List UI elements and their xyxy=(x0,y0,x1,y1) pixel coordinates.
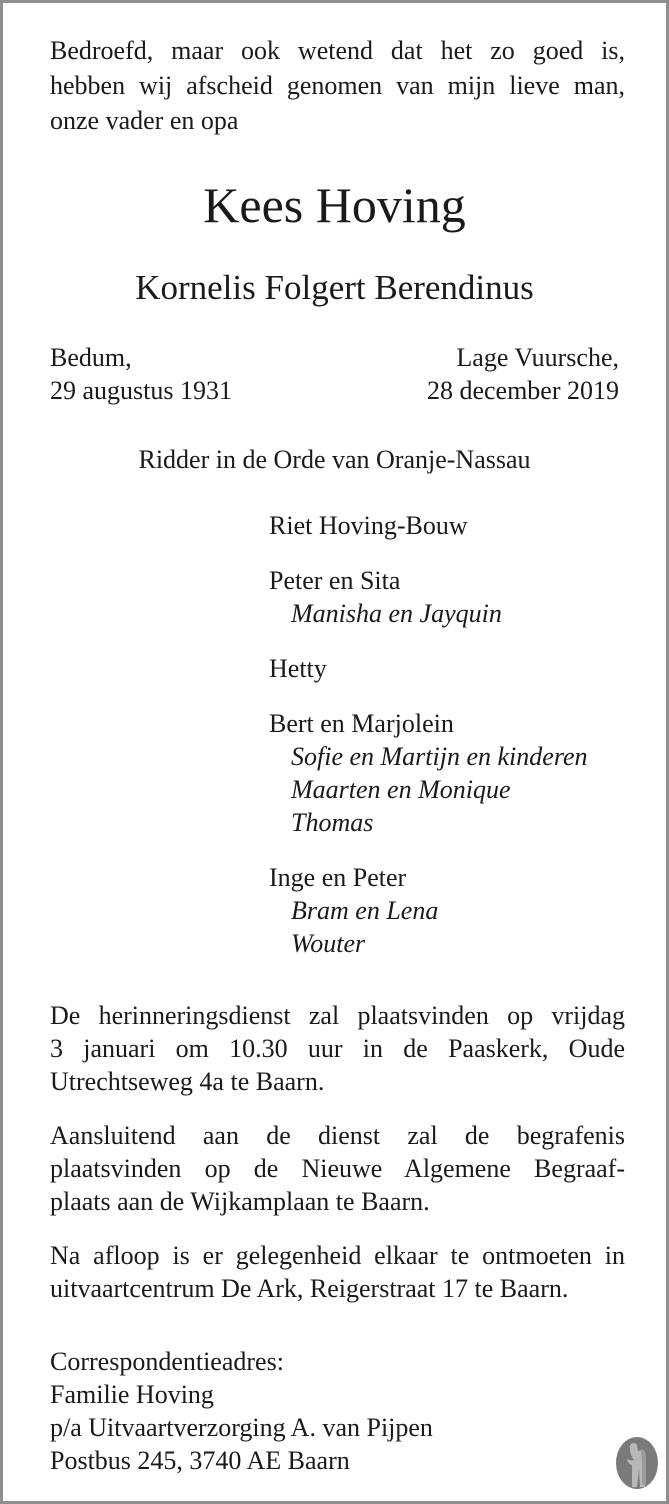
grandchild: Manisha en Jayquin xyxy=(291,599,502,628)
paragraph-line: plaats aan de Wijkamplaan te Baarn. xyxy=(50,1187,430,1216)
family-group xyxy=(269,707,588,839)
family-group xyxy=(269,509,588,542)
paragraph-line: Na afloop is er gelegenheid elkaar te ontmoeten in xyxy=(50,1241,625,1270)
address-line: Postbus 245, 3740 AE Baarn xyxy=(50,1446,350,1475)
grandchild: Maarten en Monique xyxy=(291,775,511,804)
family-list xyxy=(269,509,588,982)
paragraph-line: plaatsvinden op de Nieuwe Algemene Begraaf- xyxy=(50,1154,625,1183)
family-group xyxy=(269,652,588,685)
grandchild: Wouter xyxy=(291,929,366,958)
birth-place: Bedum, xyxy=(50,343,132,372)
embracing-figures-icon xyxy=(615,1435,659,1491)
intro-line: Bedroefd, maar ook wetend dat het zo goed is, xyxy=(50,36,625,65)
grandchild: Thomas xyxy=(291,808,374,837)
family-member: Hetty xyxy=(269,654,327,683)
deceased-name: Kees Hoving xyxy=(203,177,466,233)
deceased-full-name: Kornelis Folgert Berendinus xyxy=(135,268,534,307)
address-line: p/a Uitvaartverzorging A. van Pijpen xyxy=(50,1413,433,1442)
death-place: Lage Vuursche, xyxy=(456,343,619,372)
family-member: Riet Hoving-Bouw xyxy=(269,511,468,540)
birth-date: 29 augustus 1931 xyxy=(50,376,232,405)
paragraph-line: 3 januari om 10.30 uur in de Paaskerk, Oude xyxy=(50,1034,625,1063)
address-line: Familie Hoving xyxy=(50,1380,214,1409)
paragraph-line: Utrechtseweg 4a te Baarn. xyxy=(50,1067,325,1096)
intro-line: onze vader en opa xyxy=(50,106,239,135)
death-info xyxy=(427,341,619,407)
correspondence-address xyxy=(50,1345,433,1477)
family-member: Inge en Peter xyxy=(269,863,407,892)
paragraph-line: uitvaartcentrum De Ark, Reigerstraat 17 te Baarn. xyxy=(50,1274,569,1303)
death-date: 28 december 2019 xyxy=(426,376,619,405)
paragraph-line: Aansluitend aan de dienst zal de begrafenis xyxy=(50,1121,625,1150)
burial-paragraph xyxy=(50,1119,625,1218)
honor-title: Ridder in de Orde van Oranje-Nassau xyxy=(138,445,531,474)
family-member: Peter en Sita xyxy=(269,566,401,595)
birth-info xyxy=(50,341,232,407)
address-label: Correspondentieadres: xyxy=(50,1347,284,1376)
service-details xyxy=(50,999,625,1326)
family-group xyxy=(269,564,588,630)
gathering-paragraph xyxy=(50,1239,625,1305)
family-member: Bert en Marjolein xyxy=(269,709,454,738)
service-paragraph xyxy=(50,999,625,1098)
intro-line: hebben wij afscheid genomen van mijn lieve man, xyxy=(50,71,625,100)
intro-text xyxy=(50,33,625,138)
grandchild: Bram en Lena xyxy=(291,896,439,925)
grandchild: Sofie en Martijn en kinderen xyxy=(291,742,588,771)
paragraph-line: De herinneringsdienst zal plaatsvinden op vrijdag xyxy=(50,1001,625,1030)
family-group xyxy=(269,861,588,960)
